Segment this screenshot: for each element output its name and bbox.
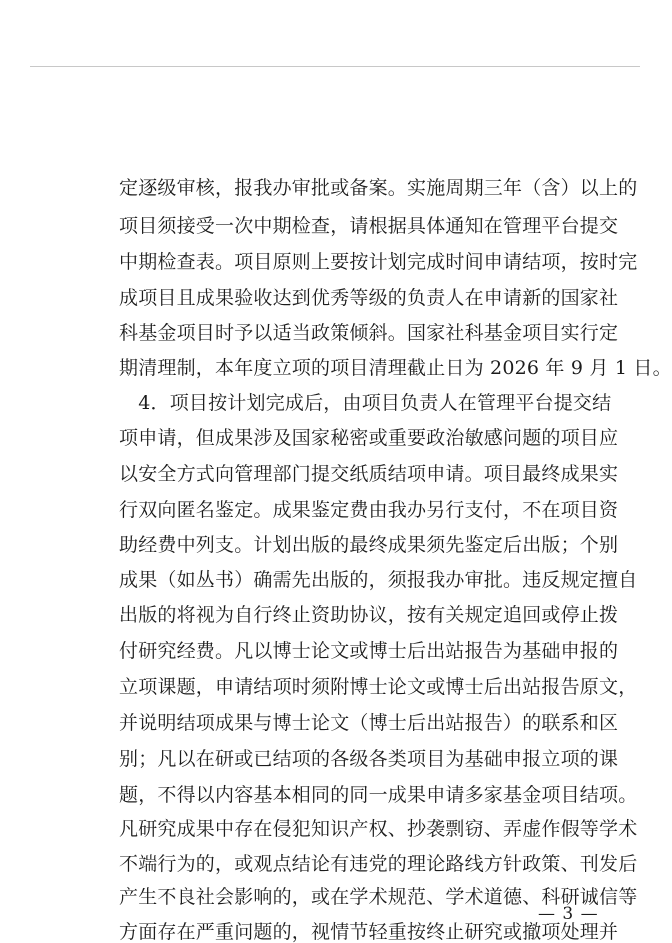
body-text-line: 产生不良社会影响的，或在学术规范、学术道德、科研诚信等: [119, 886, 638, 908]
body-text-line: 题，不得以内容基本相同的同一成果申请多家基金项目结项。: [119, 784, 638, 806]
body-text-line: 定逐级审核，报我办审批或备案。实施周期三年（含）以上的: [119, 177, 638, 199]
body-text-line: 助经费中列支。计划出版的最终成果须先鉴定后出版；个别: [119, 534, 619, 556]
body-text-line: 项目须接受一次中期检查，请根据具体通知在管理平台提交: [119, 215, 619, 237]
body-text-line: 凡研究成果中存在侵犯知识产权、抄袭剽窃、弄虚作假等学术: [119, 818, 638, 840]
body-text-line: 期清理制，本年度立项的项目清理截止日为 2026 年 9 月 1 日。: [119, 357, 672, 379]
body-text-line: 并说明结项成果与博士论文（博士后出站报告）的联系和区: [119, 712, 619, 734]
body-text-line: 科基金项目时予以适当政策倾斜。国家社科基金项目实行定: [119, 322, 619, 344]
body-text-line: 付研究经费。凡以博士论文或博士后出站报告为基础申报的: [119, 640, 619, 662]
body-text-line: 不端行为的，或观点结论有违党的理论路线方针政策、刊发后: [119, 853, 638, 875]
body-text-line: 中期检查表。项目原则上要按计划完成时间申请结项，按时完: [119, 251, 638, 273]
body-text-line: 立项课题，申请结项时须附博士论文或博士后出站报告原文，: [119, 676, 638, 698]
body-text-line: 行双向匿名鉴定。成果鉴定费由我办另行支付，不在项目资: [119, 499, 619, 521]
body-text-line: 4．项目按计划完成后，由项目负责人在管理平台提交结: [119, 392, 612, 414]
body-text-line: 方面存在严重问题的，视情节轻重按终止研究或撤项处理并: [119, 921, 619, 943]
page-number: — 3 —: [538, 904, 599, 924]
body-text-line: 成果（如丛书）确需先出版的，须报我办审批。违反规定擅自: [119, 569, 638, 591]
body-text-line: 出版的将视为自行终止资助协议，按有关规定追回或停止拨: [119, 604, 619, 626]
body-text-line: 别；凡以在研或已结项的各级各类项目为基础申报立项的课: [119, 748, 619, 770]
body-text-line: 以安全方式向管理部门提交纸质结项申请。项目最终成果实: [119, 463, 619, 485]
body-text-line: 成项目且成果验收达到优秀等级的负责人在申请新的国家社: [119, 287, 619, 309]
body-text-line: 项申请，但成果涉及国家秘密或重要政治敏感问题的项目应: [119, 427, 619, 449]
